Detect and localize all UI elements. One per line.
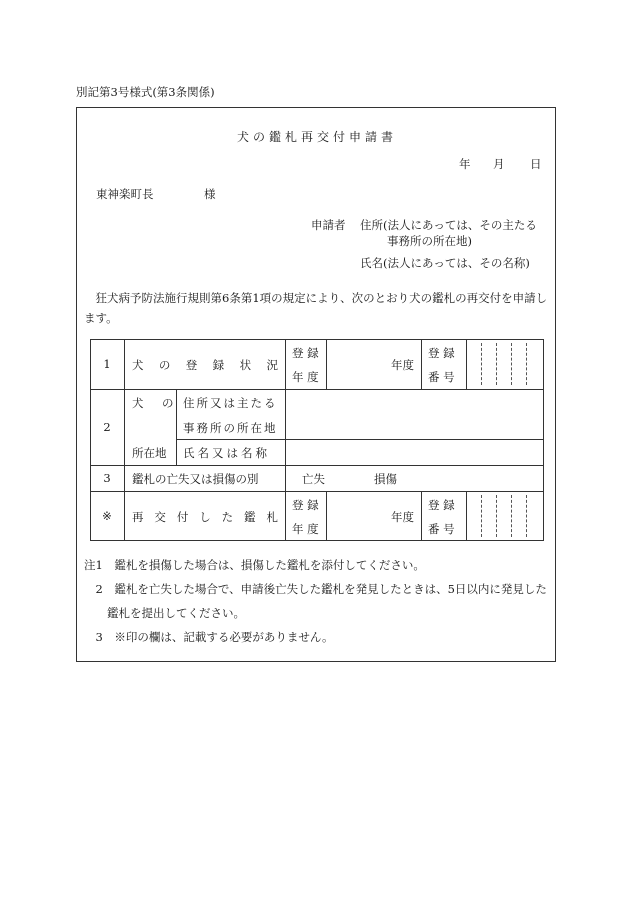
row4-label xyxy=(132,509,278,525)
row1-label xyxy=(132,357,278,373)
body-text: 狂犬病予防法施行規則第6条第1項の規定により、次のとおり犬の鑑札の再交付を申請します。 xyxy=(84,291,548,325)
row1-number: 1 xyxy=(103,357,111,371)
note-2: 2 鑑札を亡失した場合で、申請後亡失した鑑札を発見したときは、5日以内に発見した xyxy=(84,582,547,596)
row1-reg-number-label: 登 録 xyxy=(428,346,455,360)
applicant-address-sub: 事務所の所在地) xyxy=(387,234,472,248)
row4-label-char: た xyxy=(221,510,234,524)
application-table xyxy=(90,339,544,541)
row1-reg-year-label: 登 録 xyxy=(292,346,319,360)
form-title: 犬の鑑札再交付申請書 xyxy=(236,130,397,144)
note-2-cont: 鑑札を提出してください。 xyxy=(84,606,245,620)
applicant-address-label: 住所(法人にあっては、その主たる xyxy=(360,218,537,232)
row3-label: 鑑札の亡失又は損傷の別 xyxy=(132,472,259,486)
addressee-name: 東神楽町長 xyxy=(96,187,154,201)
row4-reg-number-label: 登 録 xyxy=(428,498,455,512)
row4-label-char: 交 xyxy=(154,510,166,524)
row4-year-suffix: 年度 xyxy=(391,510,414,524)
row2-address-label: 住所又は主たる xyxy=(183,396,278,410)
row4-reg-year-label-2: 年 度 xyxy=(292,522,319,536)
applicant-name-label: 氏名(法人にあっては、その名称) xyxy=(360,256,530,270)
row1-reg-number-label-2: 番 号 xyxy=(428,370,455,384)
date-day-label: 日 xyxy=(530,157,542,171)
date-year-label: 年 xyxy=(459,157,471,171)
row1-label-char: 登 xyxy=(185,358,198,372)
row4-reg-number-label-2: 番 号 xyxy=(428,522,455,536)
row4-marker: ※ xyxy=(102,509,112,523)
row1-label-char: 況 xyxy=(266,358,278,372)
row4-label-char: 鑑 xyxy=(244,510,256,524)
note-1: 注1 鑑札を損傷した場合は、損傷した鑑札を添付してください。 xyxy=(84,558,425,572)
row1-reg-year-label-2: 年 度 xyxy=(292,370,319,384)
row2-number: 2 xyxy=(103,420,111,434)
row3-lost-option[interactable]: 亡失 xyxy=(302,472,325,486)
row3-damaged-option[interactable]: 損傷 xyxy=(374,472,397,486)
row4-reg-year-label: 登 録 xyxy=(292,498,319,512)
row1-label-char: 犬 xyxy=(132,358,144,372)
date-month-label: 月 xyxy=(493,157,505,171)
addressee-suffix: 様 xyxy=(204,187,216,201)
row4-label-char: 付 xyxy=(176,510,189,524)
row1-label-char: 状 xyxy=(239,358,252,372)
row3-number: 3 xyxy=(103,471,111,485)
row4-label-char: 再 xyxy=(132,510,144,524)
row2-address-label-2: 事務所の所在地 xyxy=(183,421,278,435)
applicant-label: 申請者 xyxy=(311,218,346,232)
note-3: 3 ※印の欄は、記載する必要がありません。 xyxy=(84,630,334,644)
row2-name-label: 氏名又は名称 xyxy=(183,446,270,460)
form-frame xyxy=(76,107,556,662)
row4-label-char: 札 xyxy=(266,510,278,524)
form-caption: 別記第3号様式(第3条関係) xyxy=(76,85,215,99)
row4-label-char: し xyxy=(199,510,211,524)
row2-dog-char-2: の xyxy=(162,396,174,410)
notes-section xyxy=(84,553,547,649)
row1-year-suffix: 年度 xyxy=(391,358,414,372)
row1-label-char: の xyxy=(158,358,171,372)
row1-label-char: 録 xyxy=(212,358,225,372)
row2-location-label: 所在地 xyxy=(132,446,167,460)
row2-dog-char-1: 犬 xyxy=(132,396,144,410)
